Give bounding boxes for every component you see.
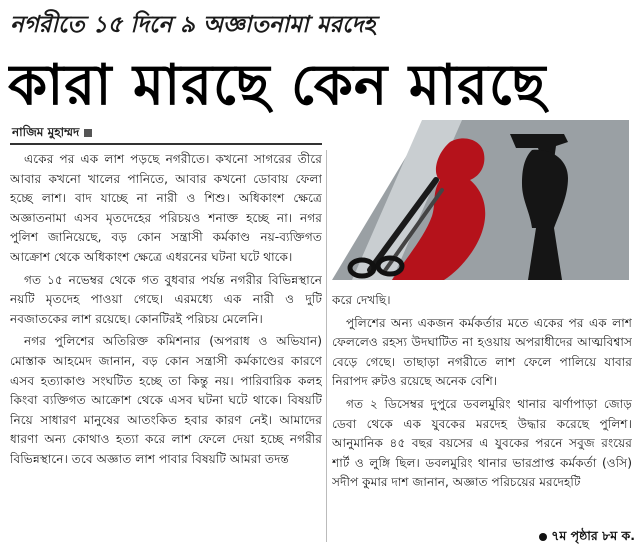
- crime-illustration: [332, 120, 629, 280]
- continued-page-note: [500, 528, 635, 548]
- paragraph: গত ২ ডিসেম্বর দুপুরে ডবলমুরিং থানার ঝর্ণাপাড়া জোড় ডেবা থেকে এক যুবকের মরদেহ উদ্ধার করেছে পুলিশ। আনুমানিক ৪৫ বছর বয়সের এ যুবকের পরনে সবুজ রংয়ের শার্ট ও লুঙ্গি ছিল। ডবলমুরিং থানার ভারপ্রাপ্ত কর্মকর্তা (ওসি) সদীপ কুমার দাশ জানান, অজ্ঞাত পরিচয়ের মরদেহটি: [332, 396, 632, 490]
- paragraph: একের পর এক লাশ পড়ছে নগরীতে। কখনো সাগরের তীরে আবার কখনো খালের পানিতে, আবার কখনো ডোবায় ফেলা হচ্ছে লাশ। বাদ যাচ্ছে না নারী ও শিশু। অধিকাংশ ক্ষেত্রে অজ্ঞাতনামা এসব মৃতদেহের পরিচয়ও শনাক্ত হচ্ছে না। নগর পুলিশ জানিয়েছে, বড় কোন সন্ত্রাসী কর্মকাণ্ড নয়-ব্যক্তিগত আক্রোশ থেকে অধিকাংশ ক্ষেত্রে এধরনের ঘটনা ঘটে থাকে।: [10, 152, 322, 264]
- article-column-1: [10, 150, 322, 544]
- byline-square-icon: [84, 129, 92, 137]
- column-divider: [326, 150, 327, 542]
- paragraph: নগর পুলিশের অতিরিক্ত কমিশনার (অপরাধ ও অভিযান) মোস্তাক আহমেদ জানান, বড় কোন সন্ত্রাসী কর্মকাণ্ডের কারণে এসব হত্যাকাণ্ড সংঘটিত হচ্ছে তা কিন্তু নয়। পারিবারিক কলহ কিংবা ব্যক্তিগত আক্রোশ থেকে এসব ঘটনা ঘটে থাকে। বিষয়টি নিয়ে সাধারণ মানুষের আতংকিত হবার কারণ নেই। আমাদের ধারণা অন্য কোথাও হত্যা করে লাশ ফেলে দেয়া হচ্ছে নগরীর বিভিন্নস্থানে। তবে অজ্ঞাত লাশ পাবার বিষয়টি আমরা তদন্ত: [10, 334, 322, 466]
- paragraph: পুলিশের অন্য একজন কর্মকর্তার মতে একের পর এক লাশ ফেললেও রহস্য উদঘাটিত না হওয়ায় অপরাধীদের আত্মবিশ্বাস বেড়ে গেছে। তাছাড়া নগরীতে লাশ ফেলে পালিয়ে যাবার নিরাপদ রুটও রয়েছে অনেক বেশি।: [332, 315, 632, 389]
- paragraph: গত ১৫ নভেম্বর থেকে গত বুধবার পর্যন্ত নগরীর বিভিন্নস্থানে নয়টি মৃতদেহ পাওয়া গেছে। এরমধ্যে এক নারী ও দুটি নবজাতকের লাশ রয়েছে। কোনটিরই পরিচয় মেলেনি।: [10, 272, 322, 326]
- paragraph: করে দেখছি।: [332, 293, 391, 307]
- author-name: নাজিম মুহাম্মদ: [12, 125, 80, 139]
- bullet-dot-icon: [539, 533, 547, 541]
- byline: [12, 124, 92, 144]
- main-headline: কারা মারছে কেন মারছে: [8, 53, 547, 118]
- crime-illustration-art: [332, 120, 629, 280]
- article-column-2: [332, 291, 632, 531]
- continued-page-text: ৭ম পৃষ্ঠার ৮ম ক.: [551, 528, 635, 543]
- byline-rule: [10, 143, 322, 145]
- kicker-headline: নগরীতে ১৫ দিনে ৯ অজ্ঞাতনামা মরদেহ: [10, 12, 376, 38]
